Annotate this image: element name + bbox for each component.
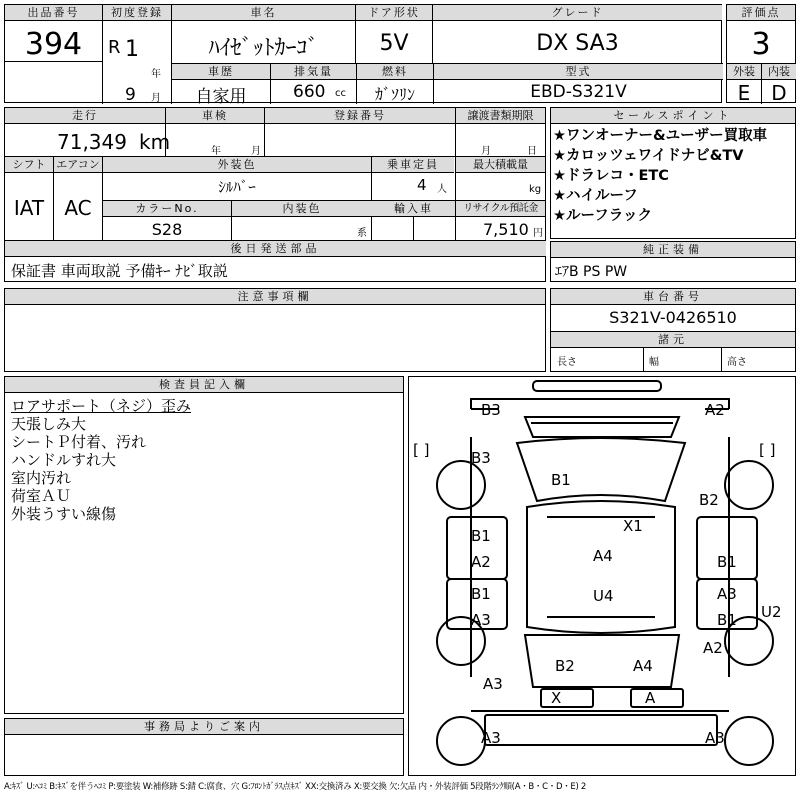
mark-front-left-bumper: B3	[481, 401, 501, 419]
mark-roof: U4	[593, 587, 614, 605]
capacity-label: 乗車定員	[372, 157, 454, 173]
sales-point-item: ★ルーフラック	[553, 208, 652, 224]
exterior-color: ｼﾙﾊﾞｰ	[218, 178, 256, 196]
mark-roof-front: A4	[593, 547, 613, 565]
mark-right-rear-door-1: A3	[717, 585, 737, 603]
inspector-line: 天張しみ大	[11, 415, 87, 433]
car-name: ﾊｲｾﾞｯﾄｶｰｺﾞ	[208, 36, 319, 61]
era-letter: R	[108, 37, 121, 58]
inspector-line: 室内汚れ	[11, 469, 72, 487]
history: 自家用	[195, 87, 247, 107]
later-parts-text: 保証書 車両取説 予備ｷｰ ﾅﾋﾞ取説	[11, 262, 228, 280]
capacity: 4	[417, 176, 427, 194]
chassis-block	[550, 288, 796, 372]
ext-grade: E	[737, 81, 751, 105]
fuel: ｶﾞｿﾘﾝ	[374, 85, 415, 104]
inspector-label: 検査員記入欄	[5, 377, 403, 393]
fuel-label: 燃料	[357, 64, 433, 80]
transfer-label: 譲渡書類期限	[456, 108, 545, 124]
car-damage-diagram	[408, 376, 796, 776]
displacement-unit: cc	[335, 88, 346, 99]
inspector-line: ロアサポート（ネジ）歪み	[11, 397, 192, 415]
shift-label: シフト	[5, 157, 53, 173]
mileage-label: 走行	[5, 108, 165, 124]
colorno: S28	[151, 220, 183, 239]
door-label: ドア形状	[356, 5, 432, 21]
mark-left-front-door-2: A2	[471, 553, 491, 571]
vehicle-info-block	[4, 107, 546, 282]
sales-point-item: ★ハイルーフ	[553, 188, 638, 204]
mark-left-rear-door-1: B1	[471, 585, 491, 603]
mileage-unit: km	[139, 130, 171, 154]
mark-rear-glass-right: A	[645, 689, 656, 707]
era-year: 1	[125, 37, 139, 62]
inspection-month-unit: 月	[251, 146, 261, 157]
dim-length: 長さ	[557, 357, 577, 368]
inspector-line: ハンドルすれ大	[11, 451, 117, 469]
door-type: 5V	[379, 31, 409, 56]
sales-point-item: ★ワンオーナー&ユーザー買取車	[553, 128, 768, 144]
lot-no: 394	[24, 27, 83, 62]
grade: DX SA3	[536, 31, 619, 56]
int-grade: D	[771, 81, 787, 105]
score-label: 評価点	[727, 5, 795, 21]
shift: IAT	[13, 196, 45, 220]
transfer-month: 月	[481, 146, 491, 157]
recycle-unit: 円	[533, 228, 543, 239]
office-label: 事務局よりご案内	[5, 719, 403, 735]
reg-month: 9	[125, 85, 136, 105]
inspection-label: 車検	[166, 108, 264, 124]
ext-label: 外装	[727, 64, 761, 80]
sales-point-item: ★ドラレコ・ETC	[553, 168, 669, 184]
mark-rear-glass-left: X	[551, 689, 562, 707]
interior-color-label: 内装色	[232, 201, 372, 217]
mark-right-front-door: B1	[717, 553, 737, 571]
legend-footer: A:ｷｽﾞ U:ﾍｺﾐ B:ｷｽﾞを伴うﾍｺﾐ P:要塗装 W:補修跡 S:錆 C:腐食、穴 G:ﾌﾛﾝﾄｶﾞﾗｽ点ｷｽﾞ XX:交換済み X:要交換 欠:欠品 内・外装評価 5段階ﾗﾝｸ順(A・B・C・D・E) 2	[4, 782, 587, 792]
vehicle-header-block	[4, 4, 722, 107]
inspector-line: 外装うすい線傷	[11, 505, 117, 523]
import-label: 輸入車	[372, 201, 455, 217]
mark-front-right-bumper: A2	[705, 401, 725, 419]
aircon: AC	[64, 196, 92, 220]
genuine-equipment-block	[550, 241, 796, 282]
car-name-label: 車名	[172, 5, 355, 21]
month-unit: 月	[151, 93, 161, 104]
history-label: 車歴	[172, 64, 270, 80]
dim-height: 高さ	[727, 357, 747, 368]
mark-right-rear-quarter: A2	[703, 639, 723, 657]
inspector-line: 荷室ＡＵ	[11, 487, 72, 505]
year-unit: 年	[151, 69, 161, 80]
int-label: 内装	[762, 64, 796, 80]
grade-label: グレード	[433, 5, 722, 21]
exterior-color-label: 外装色	[103, 157, 371, 173]
sales-points-label: セールスポイント	[551, 108, 795, 124]
later-parts-label: 後日発送部品	[5, 241, 546, 257]
notes-label: 注意事項欄	[5, 289, 545, 305]
mileage: 71,349	[57, 130, 127, 154]
regno-label: 登録番号	[265, 108, 455, 124]
mark-rear-right: A4	[633, 657, 653, 675]
maxload-label: 最大積載量	[456, 157, 545, 173]
mark-hood: B1	[551, 471, 571, 489]
notes-block	[4, 288, 546, 372]
transfer-day: 日	[527, 146, 537, 157]
recycle-label: リサイクル預託金	[456, 201, 545, 217]
displacement: 660	[293, 82, 326, 102]
mark-left-rear-door-2: A3	[471, 611, 491, 629]
sales-point-item: ★カロッツェワイドナビ&TV	[553, 148, 744, 164]
maxload-unit: kg	[529, 184, 542, 195]
mark-bracket-left: [ ]	[413, 441, 430, 459]
inspector-line: シートＰ付着、汚れ	[11, 433, 147, 451]
aircon-label: エアコン	[54, 157, 102, 173]
genuine-equipment-label: 純正装備	[551, 242, 795, 258]
sales-points-block	[550, 107, 796, 239]
recycle: 7,510	[483, 220, 529, 239]
office-block	[4, 718, 404, 776]
genuine-equipment-text: ｴｱB PS PW	[555, 264, 628, 280]
colorno-label: カラーNo.	[103, 201, 231, 217]
score: 3	[751, 27, 771, 62]
mark-left-front-door-1: B1	[471, 527, 491, 545]
capacity-unit: 人	[437, 184, 447, 195]
interior-color-unit: 系	[357, 228, 367, 239]
mark-rear-bumper-right: A3	[705, 729, 725, 747]
dim-width: 幅	[649, 357, 659, 368]
dimensions-label: 諸元	[551, 331, 795, 348]
model: EBD-S321V	[530, 82, 627, 102]
car-outline-drawing	[409, 377, 795, 775]
mark-rear-bumper-left: A3	[481, 729, 501, 747]
lot-no-label: 出品番号	[5, 5, 102, 21]
score-block	[726, 4, 796, 103]
mark-windshield: X1	[623, 517, 643, 535]
mark-bracket-right: [ ]	[759, 441, 776, 459]
chassis-label: 車台番号	[551, 289, 795, 305]
mark-right-front-fender: B2	[699, 491, 719, 509]
mark-right-side: U2	[761, 603, 782, 621]
inspector-block	[4, 376, 404, 714]
inspection-year-unit: 年	[211, 146, 221, 157]
mark-rear-left: B2	[555, 657, 575, 675]
model-label: 型式	[434, 64, 723, 80]
displacement-label: 排気量	[271, 64, 356, 80]
chassis-number: S321V-0426510	[609, 308, 737, 327]
mark-right-rear-door-2: B1	[717, 611, 737, 629]
mark-left-front-fender: B3	[471, 449, 491, 467]
mark-left-rear-quarter: A3	[483, 675, 503, 693]
first-reg-label: 初度登録	[103, 5, 171, 21]
